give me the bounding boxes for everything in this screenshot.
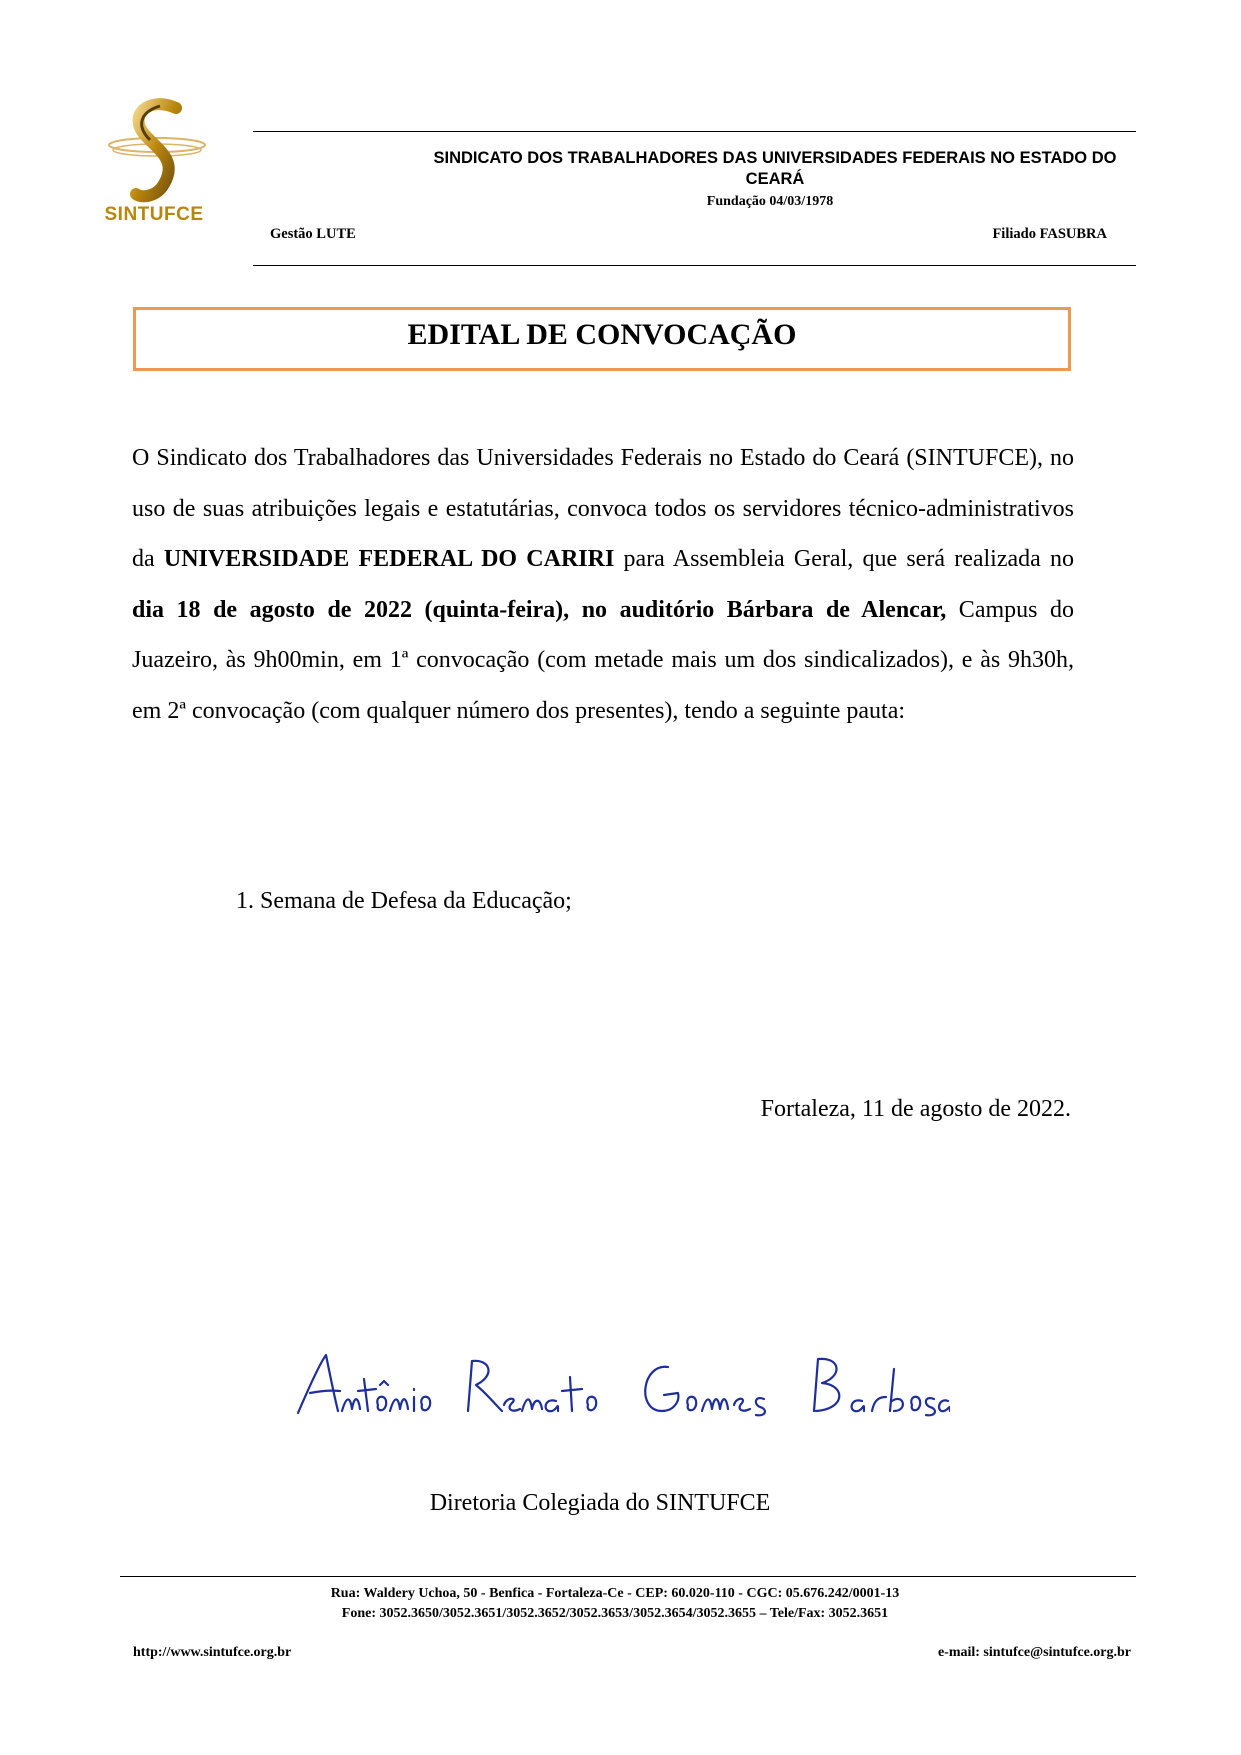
address-line: Rua: Waldery Uchoa, 50 - Benfica - Fortaleza-Ce - CEP: 60.020-110 - CGC: 05.676.242/0001-13 [330, 1586, 900, 1601]
affiliation-label: Filiado FASUBRA [992, 226, 1107, 242]
header-top-rule [253, 131, 1136, 132]
paragraph-text: Campus do Juazeiro, às 9h00min, em 1ª convocação (com metade mais um dos sindicalizados), e às 9h30h, em 2ª convocação (com qualquer número dos presentes), tendo a seguinte pauta: [132, 596, 1075, 724]
union-name: SINDICATO DOS TRABALHADORES DAS UNIVERSIDADES FEDERAIS NO ESTADO DO CEARÁ [433, 149, 1117, 188]
paragraph-text: O Sindicato dos Trabalhadores das Universidades Federais no Estado do Ceará (SINTUFCE), no uso de suas atribuições legais e estatutárias, convoca todos os servidores técnico-administrativos da [132, 445, 1074, 572]
management-label: Gestão LUTE [270, 226, 356, 242]
signer-name: Diretoria Colegiada do SINTUFCE [429, 1490, 771, 1516]
header-bottom-rule [253, 265, 1136, 266]
logo-wordmark: SINTUFCE [104, 204, 204, 225]
footer-address [200, 1584, 1030, 1624]
foundation-date: Fundação 04/03/1978 [706, 194, 834, 209]
meeting-date-location: dia 18 de agosto de 2022 (quinta-feira), no auditório Bárbara de Alencar, [132, 596, 947, 623]
footer-rule [120, 1576, 1136, 1577]
paragraph-text: para Assembleia Geral, que será realizada no [614, 546, 1075, 572]
website-link[interactable]: http://www.sintufce.org.br [133, 1645, 292, 1660]
university-name: UNIVERSIDADE FEDERAL DO CARIRI [163, 546, 615, 572]
agenda-item: 1. Semana de Defesa da Educação; [236, 888, 572, 914]
convocation-paragraph [132, 433, 1074, 736]
document-date: Fortaleza, 11 de agosto de 2022. [760, 1096, 1071, 1122]
handwritten-signature [290, 1345, 950, 1435]
document-title: EDITAL DE CONVOCAÇÃO [407, 318, 797, 351]
phone-line: Fone: 3052.3650/3052.3651/3052.3652/3052.3653/3052.3654/3052.3655 – Tele/Fax: 3052.3651 [341, 1606, 889, 1621]
email-link[interactable]: e-mail: sintufce@sintufce.org.br [937, 1645, 1131, 1660]
